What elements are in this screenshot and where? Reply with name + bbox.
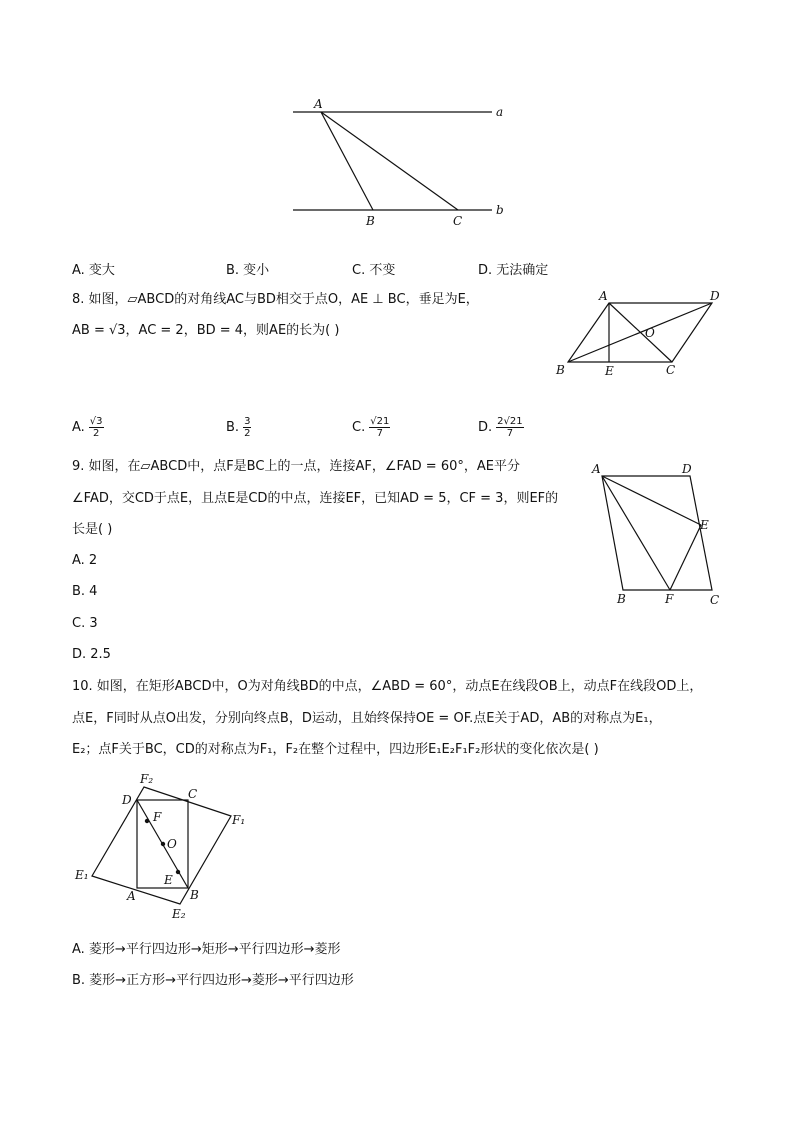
q9-option-a: A. 2 bbox=[72, 553, 98, 568]
point-O bbox=[161, 842, 165, 846]
point-E bbox=[176, 870, 180, 874]
label-D: D bbox=[122, 793, 132, 807]
q8-option-c-label: C. bbox=[352, 420, 366, 435]
q7-option-a: A. 变大 bbox=[72, 263, 115, 278]
q8-option-b-label: B. bbox=[226, 420, 240, 435]
q8-option-c-den: 7 bbox=[376, 428, 383, 439]
q8-option-a-label: A. bbox=[72, 420, 85, 435]
q8-option-d bbox=[478, 416, 524, 439]
label-A: A bbox=[314, 97, 323, 111]
q9-option-d: D. 2.5 bbox=[72, 647, 111, 662]
parallelogram-ABCD bbox=[602, 476, 712, 590]
q8-option-b-den: 2 bbox=[244, 428, 251, 439]
q8-option-a bbox=[72, 416, 104, 439]
label-D: D bbox=[710, 289, 720, 303]
label-B: B bbox=[556, 363, 565, 377]
label-B: B bbox=[617, 592, 626, 606]
label-D: D bbox=[682, 462, 692, 476]
label-E: E bbox=[700, 518, 709, 532]
label-E1: E₁ bbox=[75, 868, 89, 882]
q8-option-d-label: D. bbox=[478, 420, 493, 435]
label-O: O bbox=[167, 837, 177, 851]
label-F2: F₂ bbox=[140, 772, 154, 786]
q9-line-1: 9. 如图，在▱ABCD中，点F是BC上的一点，连接AF，∠FAD = 60°，AE平分 bbox=[72, 459, 520, 474]
q9-line-2: ∠FAD，交CD于点E，且点E是CD的中点，连接EF，已知AD = 5，CF = 3，则EF的 bbox=[72, 491, 559, 506]
label-B: B bbox=[366, 214, 375, 228]
q8-option-a-num: √3 bbox=[89, 416, 103, 427]
segment-AC bbox=[321, 112, 458, 210]
label-A: A bbox=[599, 289, 608, 303]
q9-option-b: B. 4 bbox=[72, 584, 98, 599]
label-A: A bbox=[127, 889, 136, 903]
q8-option-b-num: 3 bbox=[244, 416, 251, 427]
figure-q10 bbox=[72, 766, 262, 926]
label-A: A bbox=[592, 462, 601, 476]
q9-line-3: 长是( ) bbox=[72, 522, 113, 537]
label-B: B bbox=[190, 888, 199, 902]
q8-option-a-den: 2 bbox=[92, 428, 100, 439]
label-E2: E₂ bbox=[172, 907, 186, 921]
q7-option-d: D. 无法确定 bbox=[478, 263, 549, 278]
label-O: O bbox=[645, 326, 655, 340]
figure-q9 bbox=[588, 458, 728, 610]
q8-line-1: 8. 如图，▱ABCD的对角线AC与BD相交于点O，AE ⊥ BC，垂足为E， bbox=[72, 292, 479, 307]
figure-q7 bbox=[280, 92, 520, 232]
q8-option-d-fraction bbox=[496, 416, 523, 439]
q10-option-a: A. 菱形→平行四边形→矩形→平行四边形→菱形 bbox=[72, 942, 341, 957]
segment-EF bbox=[670, 525, 701, 590]
q8-option-b-fraction bbox=[243, 416, 251, 439]
q8-option-c bbox=[352, 416, 390, 439]
q8-option-c-fraction bbox=[369, 416, 390, 439]
q8-option-d-den: 7 bbox=[506, 428, 514, 439]
q8-line-2: AB = √3，AC = 2，BD = 4，则AE的长为( ) bbox=[72, 323, 340, 338]
q9-option-c: C. 3 bbox=[72, 616, 98, 631]
segment-AB bbox=[321, 112, 373, 210]
q8-option-d-num: 2√21 bbox=[497, 416, 523, 427]
label-F: F bbox=[153, 810, 162, 824]
label-a: a bbox=[496, 105, 504, 119]
q10-line-1: 10. 如图，在矩形ABCD中，O为对角线BD的中点，∠ABD = 60°，动点E在线段OB上，动点F在线段OD上， bbox=[72, 679, 703, 694]
q8-option-c-num: √21 bbox=[370, 416, 390, 427]
q8-option-a-fraction bbox=[89, 416, 104, 439]
label-F1: F₁ bbox=[232, 813, 246, 827]
diagonal-BD bbox=[568, 303, 712, 362]
label-C: C bbox=[188, 787, 198, 801]
label-E: E bbox=[164, 873, 173, 887]
q8-option-b bbox=[226, 416, 251, 439]
label-C: C bbox=[666, 363, 676, 377]
label-E: E bbox=[605, 364, 614, 378]
q7-option-b: B. 变小 bbox=[226, 263, 270, 278]
q10-line-2: 点E，F同时从点O出发，分别向终点B，D运动，且始终保持OE = OF.点E关于AD，AB的对称点为E₁， bbox=[72, 711, 662, 726]
figure-q8 bbox=[552, 286, 732, 382]
label-C: C bbox=[453, 214, 463, 228]
label-C: C bbox=[710, 593, 720, 607]
label-b: b bbox=[496, 203, 504, 217]
point-F bbox=[145, 819, 149, 823]
q7-option-c: C. 不变 bbox=[352, 263, 396, 278]
q10-line-3: E₂；点F关于BC，CD的对称点为F₁，F₂在整个过程中，四边形E₁E₂F₁F₂形状的变化依次是( ) bbox=[72, 742, 599, 757]
label-F: F bbox=[665, 592, 674, 606]
q10-option-b: B. 菱形→正方形→平行四边形→菱形→平行四边形 bbox=[72, 973, 354, 988]
